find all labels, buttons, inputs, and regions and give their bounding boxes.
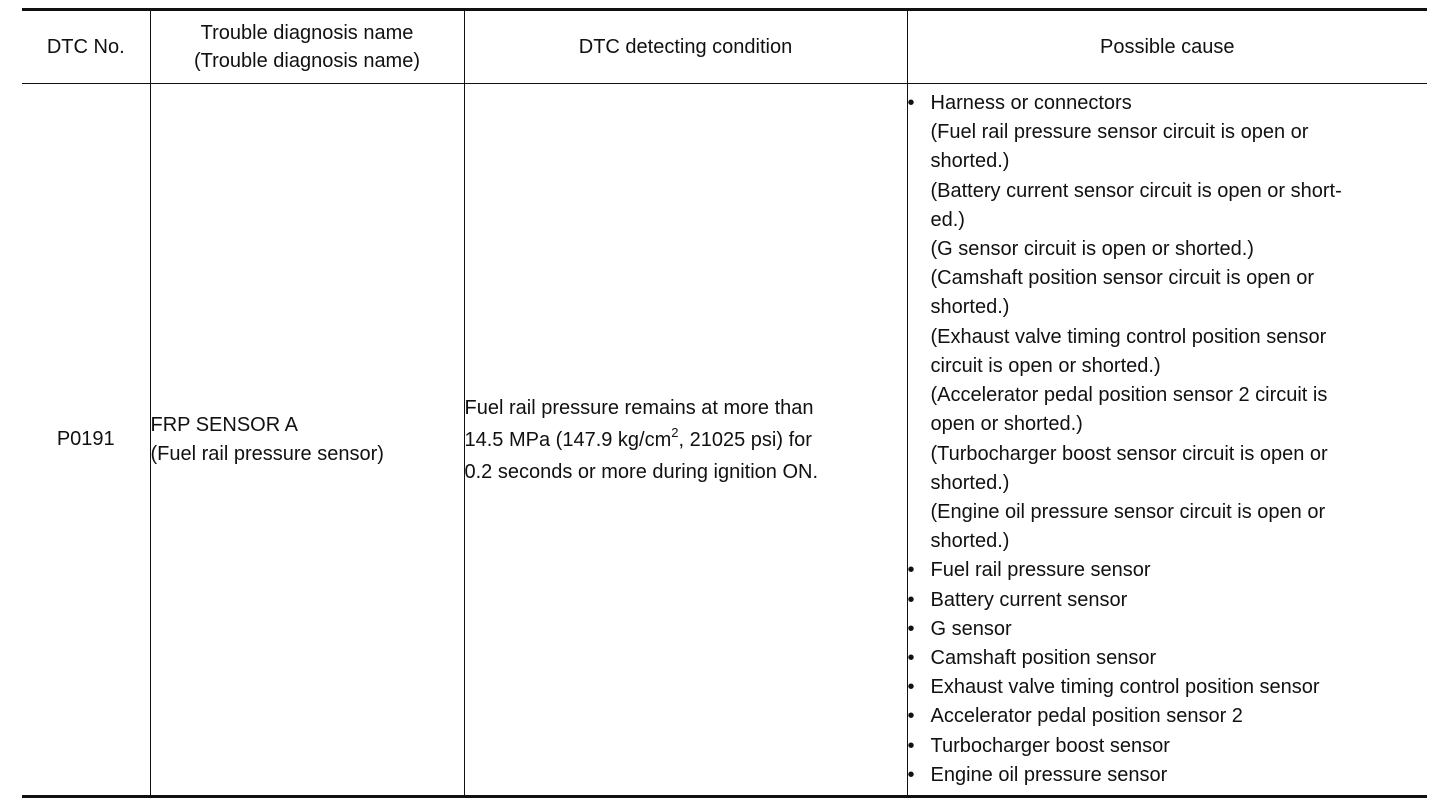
- bullet-icon: •: [907, 705, 915, 728]
- cause-sub-line: (Fuel rail pressure sensor circuit is open or: [930, 121, 1309, 144]
- condition-line-2: [465, 424, 907, 456]
- possible-cause-cell: [907, 84, 1427, 797]
- cause-sub-line: (G sensor circuit is open or shorted.): [930, 238, 1254, 261]
- cause-item-harness: [908, 89, 1428, 556]
- cause-sub-line: (Turbocharger boost sensor circuit is open or: [930, 442, 1328, 465]
- bullet-icon: •: [907, 763, 915, 786]
- header-possible-cause: [907, 10, 1427, 84]
- list-item: [908, 702, 1428, 731]
- bullet-icon: •: [907, 617, 915, 640]
- cause-sub-line: (Battery current sensor circuit is open or short-: [930, 179, 1342, 202]
- header-name-line1: Trouble diagnosis name: [200, 22, 414, 44]
- header-name-line2: (Trouble diagnosis name): [193, 50, 421, 72]
- cause-sub-line: ed.): [930, 208, 965, 231]
- list-item: [908, 615, 1428, 644]
- cause-item-label: Engine oil pressure sensor: [930, 763, 1168, 786]
- bullet-icon: •: [907, 588, 915, 611]
- cause-item-label: Camshaft position sensor: [930, 646, 1157, 669]
- header-dtc-no: [22, 10, 150, 84]
- cause-item-label: Turbocharger boost sensor: [930, 734, 1170, 757]
- condition-line-3: 0.2 seconds or more during ignition ON.: [464, 460, 819, 483]
- condition-psi-text: , 21025 psi) for: [678, 428, 812, 451]
- bullet-icon: •: [907, 676, 915, 699]
- diagnosis-name: FRP SENSOR A: [150, 413, 298, 436]
- cause-item-label: Harness or connectors: [930, 92, 1132, 115]
- condition-line-1: Fuel rail pressure remains at more than: [464, 396, 814, 419]
- cause-item-label: Fuel rail pressure sensor: [930, 559, 1151, 582]
- condition-superscript: 2: [671, 424, 679, 440]
- cause-sub-line: shorted.): [930, 150, 1010, 173]
- cause-sub-line: (Accelerator pedal position sensor 2 circuit is: [930, 384, 1328, 407]
- dtc-code: P0191: [56, 428, 115, 450]
- cause-item-label: Exhaust valve timing control position sensor: [930, 676, 1320, 699]
- diagnosis-name-detail: (Fuel rail pressure sensor): [150, 442, 384, 465]
- header-row: [22, 10, 1427, 84]
- condition-pressure-text: 14.5 MPa (147.9 kg/cm: [464, 428, 672, 451]
- bullet-icon: •: [907, 646, 915, 669]
- header-dtc-no-label: DTC No.: [46, 35, 125, 58]
- dtc-code-cell: [22, 84, 150, 797]
- list-item: [908, 644, 1428, 673]
- bullet-icon: •: [907, 559, 915, 582]
- diagnosis-name-cell: [150, 84, 464, 797]
- header-condition-label: DTC detecting condition: [578, 35, 793, 58]
- cause-sub-line: shorted.): [930, 530, 1010, 553]
- cause-item-label: Accelerator pedal position sensor 2: [930, 705, 1243, 728]
- detecting-condition-cell: [464, 84, 907, 797]
- cause-sub-line: (Exhaust valve timing control position sensor: [930, 325, 1327, 348]
- cause-sub-line: circuit is open or shorted.): [930, 354, 1161, 377]
- cause-list: [908, 89, 1428, 790]
- list-item: [908, 732, 1428, 761]
- cause-sub-line: open or shorted.): [930, 413, 1083, 436]
- bullet-icon: •: [907, 734, 915, 757]
- cause-sub-line: shorted.): [930, 471, 1010, 494]
- header-detecting-condition: [464, 10, 907, 84]
- cause-sub-line: shorted.): [930, 296, 1010, 319]
- list-item: [908, 586, 1428, 615]
- cause-item-label: G sensor: [930, 617, 1012, 640]
- header-cause-label: Possible cause: [1099, 35, 1235, 58]
- bullet-icon: •: [907, 92, 915, 115]
- cause-item-label: Battery current sensor: [930, 588, 1128, 611]
- dtc-table: [22, 8, 1427, 798]
- cause-sub-line: (Camshaft position sensor circuit is open or: [930, 267, 1314, 290]
- list-item: [908, 761, 1428, 790]
- header-trouble-diagnosis-name: [150, 10, 464, 84]
- table-row: [22, 84, 1427, 797]
- list-item: [908, 673, 1428, 702]
- list-item: [908, 556, 1428, 585]
- cause-sub-line: (Engine oil pressure sensor circuit is open or: [930, 500, 1326, 523]
